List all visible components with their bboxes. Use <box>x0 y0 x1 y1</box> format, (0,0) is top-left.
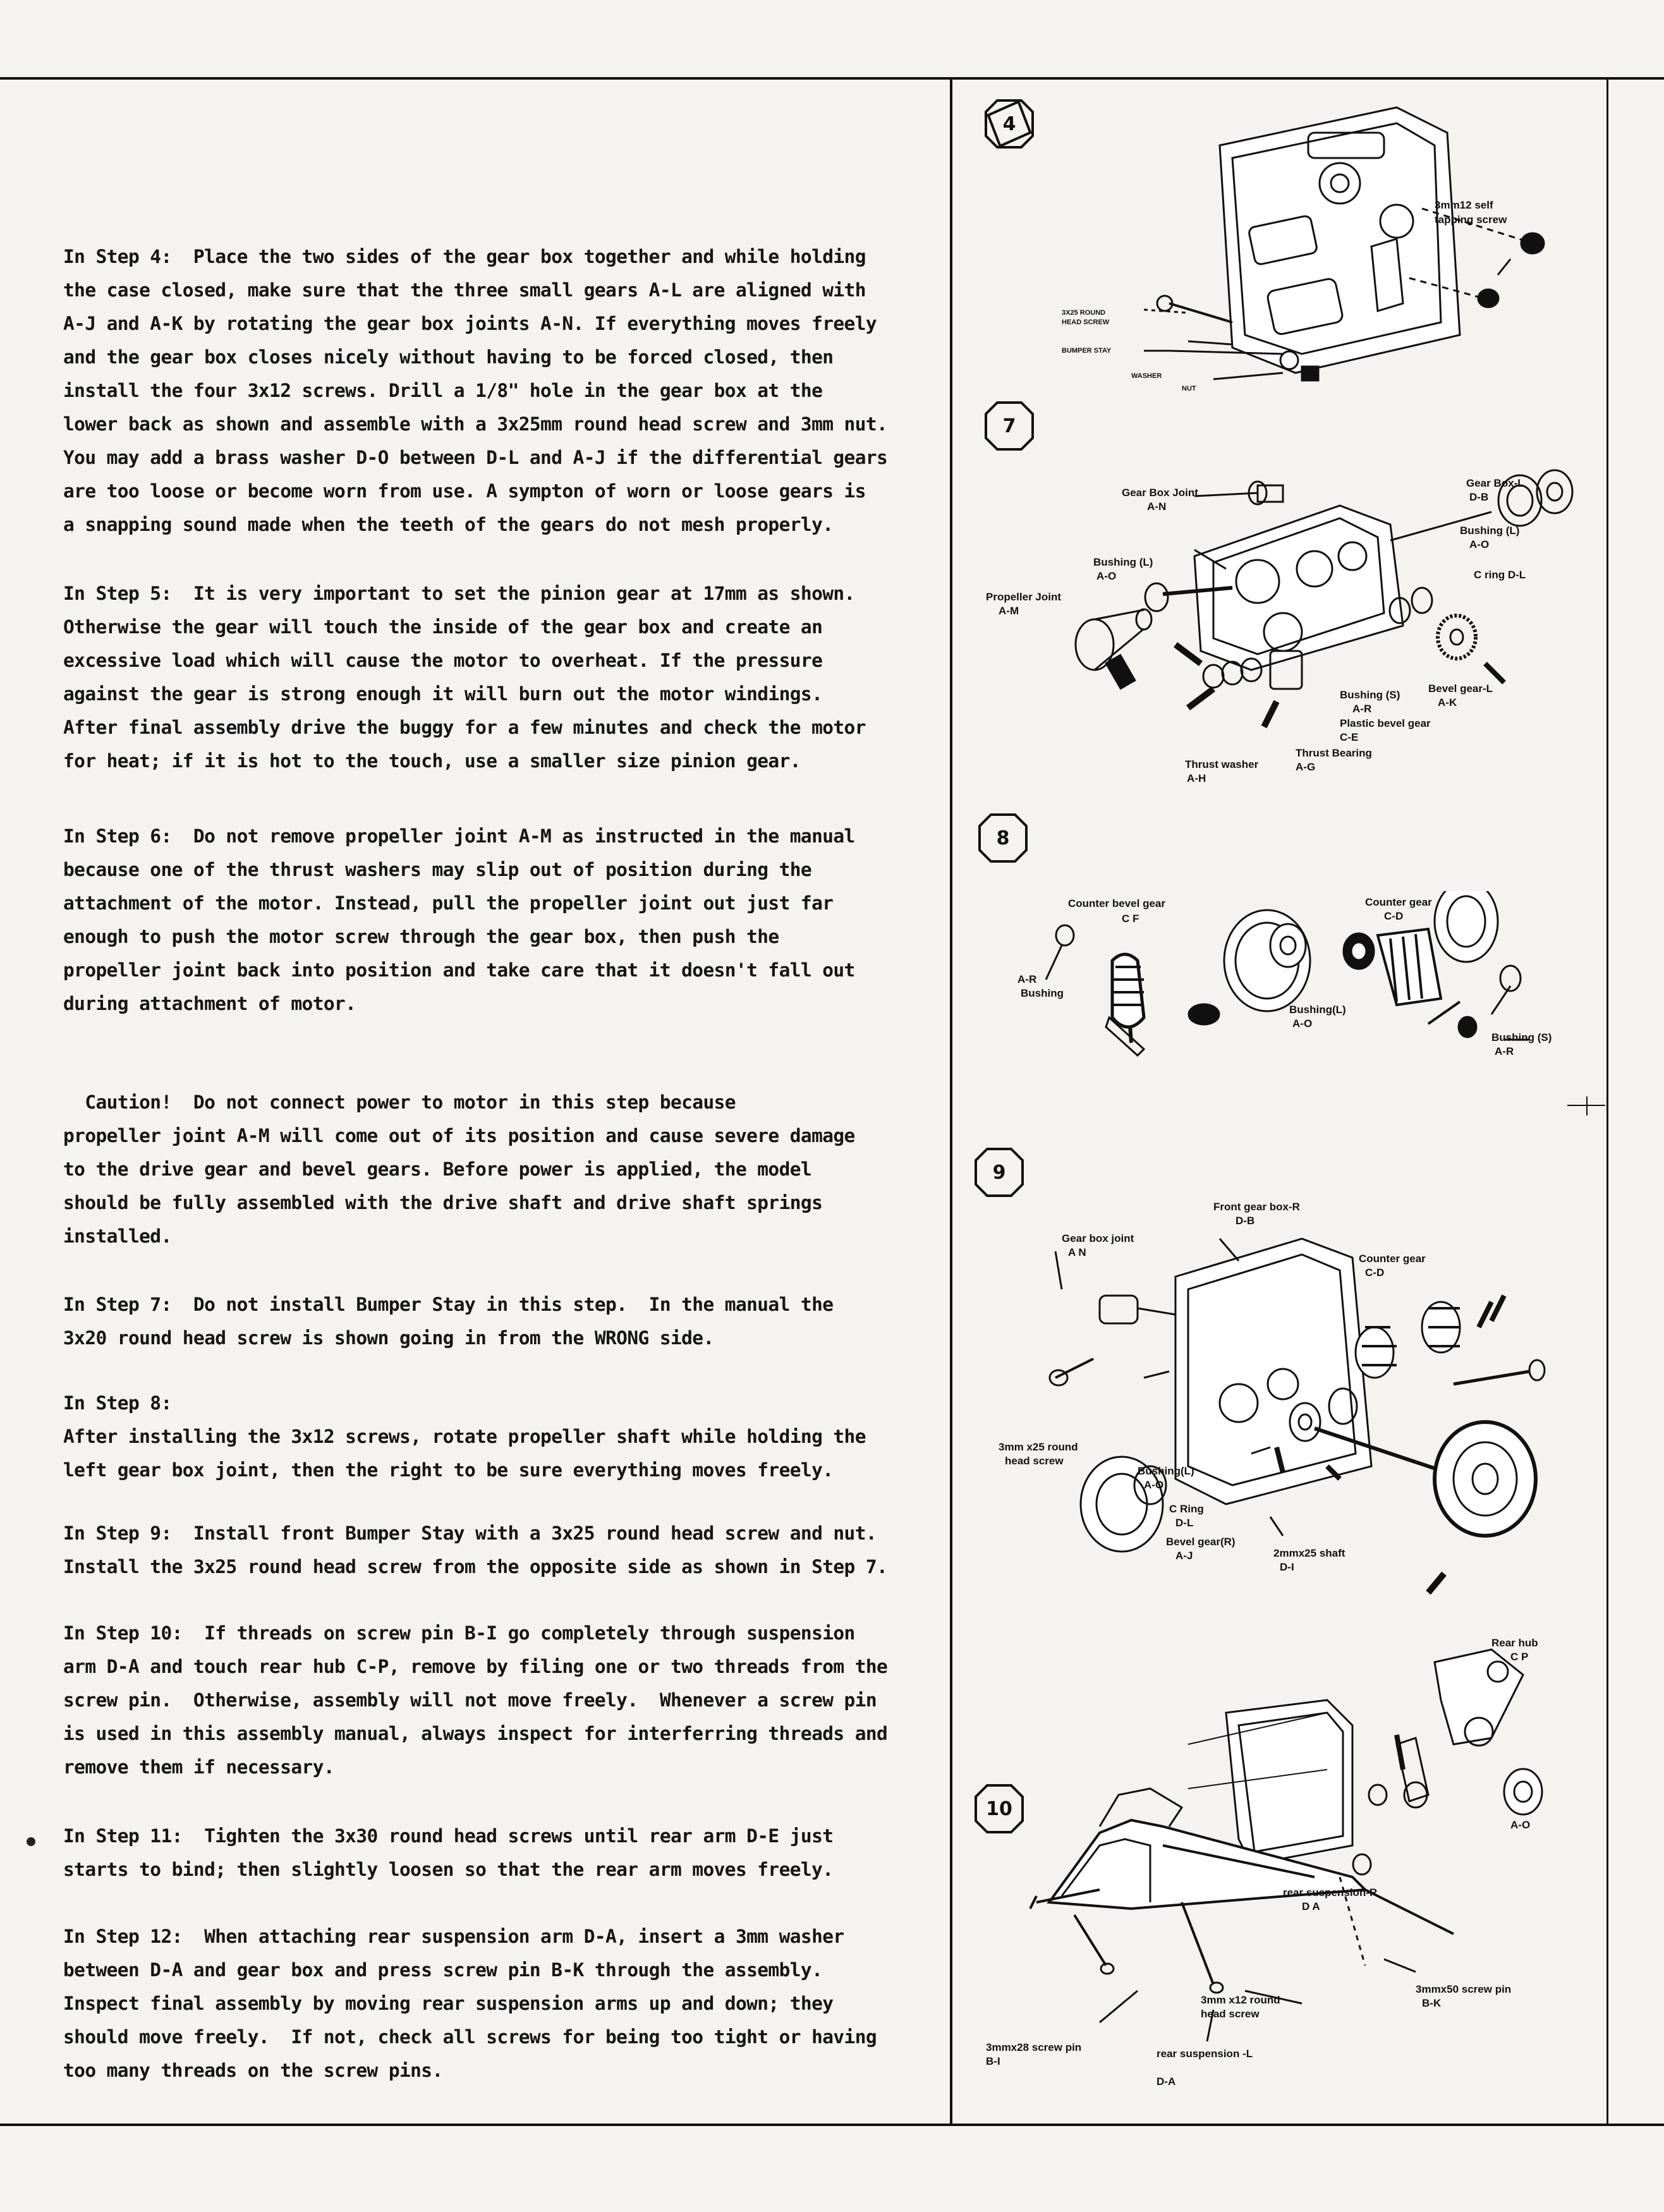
diagram-label: Gear Box Joint <box>1122 487 1198 499</box>
text-line: In Step 4: Place the two sides of the gear box together and while holding <box>63 246 866 267</box>
text-line: starts to bind; then slightly loosen so that the rear arm moves freely. <box>63 1859 834 1880</box>
diagram-label: A-O <box>1292 1018 1313 1030</box>
diagram-label: Bushing <box>1021 987 1064 999</box>
text-line: left gear box joint, then the right to be sure everything moves freely. <box>63 1459 834 1481</box>
diagram-label: 2mmx25 shaft <box>1273 1547 1345 1559</box>
text-line: In Step 12: When attaching rear suspension arm D-A, insert a 3mm washer <box>63 1926 844 1947</box>
diagram-label: A-O <box>1096 570 1117 582</box>
text-line: Caution! Do not connect power to motor in this step because <box>63 1091 736 1113</box>
diagram-label: C-D <box>1365 1267 1385 1279</box>
text-line: enough to push the motor screw through the gear box, then push the <box>63 926 779 947</box>
text-line: 3x20 round head screw is shown going in from the WRONG side. <box>63 1327 714 1349</box>
text-line: In Step 6: Do not remove propeller joint A-M as instructed in the manual <box>63 825 855 847</box>
diagram-label: Bushing (L) <box>1460 525 1520 537</box>
bottom-rule <box>0 2124 1664 2126</box>
diagram-label: WASHER <box>1131 372 1162 380</box>
diagram-step7-gearbox <box>986 455 1580 790</box>
diagram-label: C Ring <box>1169 1503 1204 1515</box>
step-badge-4: 4 <box>983 98 1035 150</box>
text-line: screw pin. Otherwise, assembly will not move freely. Whenever a screw pin <box>63 1689 877 1711</box>
diagram-label: A-R <box>1352 703 1372 715</box>
text-line: A-J and A-K by rotating the gear box joints A-N. If everything moves freely <box>63 313 877 334</box>
text-line: In Step 11: Tighten the 3x30 round head screws until rear arm D-E just <box>63 1825 834 1847</box>
paragraph-step7 <box>63 1288 948 1355</box>
diagram-label: A-M <box>999 605 1019 617</box>
diagram-label: Rear hub <box>1491 1637 1538 1649</box>
paragraph-step12 <box>63 1920 948 2087</box>
diagram-label: A-O <box>1144 1479 1164 1491</box>
margin-dot <box>27 1837 35 1846</box>
text-line: Inspect final assembly by moving rear suspension arms up and down; they <box>63 1993 834 2014</box>
diagram-label: head screw <box>1201 2008 1260 2020</box>
diagram-label: Gear box joint <box>1062 1232 1134 1244</box>
diagram-label: tapping screw <box>1435 214 1507 226</box>
diagram-label: A-J <box>1175 1550 1193 1562</box>
diagram-label: 3mm12 self <box>1435 199 1493 211</box>
diagram-label: A-R <box>1495 1045 1514 1057</box>
text-line: You may add a brass washer D-O between D-L and A-J if the differential gears <box>63 447 888 468</box>
diagram-label: C P <box>1510 1651 1529 1663</box>
diagram-label: D-B <box>1236 1215 1255 1227</box>
diagram-label: Bushing(L) <box>1289 1004 1346 1016</box>
diagram-label: Gear Box-L <box>1466 477 1524 489</box>
diagram-label: Propeller Joint <box>986 591 1062 603</box>
diagram-label: Thrust Bearing <box>1296 747 1372 759</box>
text-line: excessive load which will cause the motor to overheat. If the pressure <box>63 650 823 671</box>
diagram-label: HEAD SCREW <box>1062 319 1110 326</box>
text-line: Otherwise the gear will touch the inside of the gear box and create an <box>63 616 823 638</box>
text-line: After installing the 3x12 screws, rotate propeller shaft while holding the <box>63 1426 866 1447</box>
diagram-label: Plastic bevel gear <box>1340 717 1431 729</box>
paragraph-caution <box>63 1086 948 1253</box>
diagram-label: BUMPER STAY <box>1062 347 1112 355</box>
diagram-label: D-B <box>1469 491 1489 503</box>
text-line: are too loose or become worn from use. A sympton of worn or loose gears is <box>63 480 866 502</box>
text-line: for heat; if it is hot to the touch, use a smaller size pinion gear. <box>63 750 801 772</box>
step-badge-8: 8 <box>977 812 1029 864</box>
diagram-label: C-D <box>1384 910 1404 922</box>
diagram-label: A-N <box>1147 501 1167 513</box>
text-line: After final assembly drive the buggy for a few minutes and check the motor <box>63 717 866 738</box>
text-line: In Step 8: <box>63 1392 172 1414</box>
diagram-label: Counter gear <box>1365 896 1432 908</box>
diagram-label: 3X25 ROUND <box>1062 309 1106 317</box>
diagram-label: C-E <box>1340 731 1359 743</box>
diagram-label: Thrust washer <box>1185 758 1259 770</box>
text-line: and the gear box closes nicely without having to be forced closed, then <box>63 346 834 368</box>
text-line: the case closed, make sure that the three small gears A-L are aligned with <box>63 279 866 301</box>
diagram-label: rear suspension -L <box>1157 2048 1253 2060</box>
diagram-label: A-O <box>1510 1819 1531 1831</box>
text-line: propeller joint back into position and take care that it doesn't fall out <box>63 959 855 981</box>
paragraph-step9 <box>63 1517 948 1584</box>
diagram-label: Bevel gear(R) <box>1166 1536 1236 1548</box>
text-line: install the four 3x12 screws. Drill a 1/8" hole in the gear box at the <box>63 380 823 401</box>
column-divider <box>950 77 952 2125</box>
right-margin-line <box>1606 77 1608 2125</box>
text-line: should move freely. If not, check all screws for being too tight or having <box>63 2026 877 2048</box>
text-line: against the gear is strong enough it will burn out the motor windings. <box>63 683 823 705</box>
paragraph-step6 <box>63 820 948 1021</box>
step-badge-9: 9 <box>973 1146 1025 1198</box>
diagram-label: C ring D-L <box>1474 569 1526 581</box>
paragraph-step4 <box>63 240 948 542</box>
diagram-label: 3mmx50 screw pin <box>1416 1983 1512 1995</box>
diagram-label: Front gear box-R <box>1213 1201 1300 1213</box>
diagram-label: rear suspension-R <box>1283 1887 1378 1899</box>
diagram-step10-rear-suspension <box>973 1637 1580 2111</box>
diagram-label: A-G <box>1296 761 1316 773</box>
paragraph-step10 <box>63 1617 948 1784</box>
text-line: a snapping sound made when the teeth of the gears do not mesh properly. <box>63 514 834 535</box>
paragraph-step8 <box>63 1387 948 1487</box>
text-line: should be fully assembled with the drive shaft and drive shaft springs <box>63 1192 823 1213</box>
diagram-label: Bushing (S) <box>1340 689 1400 701</box>
text-line: lower back as shown and assemble with a 3x25mm round head screw and 3mm nut. <box>63 413 888 435</box>
text-line: because one of the thrust washers may slip out of position during the <box>63 859 812 880</box>
diagram-label: A-K <box>1438 696 1457 708</box>
diagram-step8-gears <box>986 891 1593 1106</box>
diagram-label: NUT <box>1182 385 1196 392</box>
text-line: attachment of the motor. Instead, pull the propeller joint out just far <box>63 892 834 914</box>
diagram-label: Bushing (L) <box>1093 556 1153 568</box>
diagram-label: head screw <box>1005 1455 1064 1467</box>
diagram-label: C F <box>1122 913 1139 925</box>
diagram-label: 3mmx28 screw pin <box>986 2041 1082 2053</box>
diagram-step9-gearbox <box>986 1201 1580 1643</box>
diagram-label: A N <box>1068 1246 1086 1258</box>
diagram-label: A-R <box>1017 973 1037 985</box>
diagram-label: 3mm x25 round <box>999 1441 1078 1453</box>
top-rule <box>0 77 1664 80</box>
diagram-label: Bushing(L) <box>1138 1465 1194 1477</box>
text-line: In Step 10: If threads on screw pin B-I go completely through suspension <box>63 1622 855 1644</box>
step-badge-7: 7 <box>983 400 1035 452</box>
diagram-label: A-O <box>1469 538 1490 550</box>
text-line: In Step 7: Do not install Bumper Stay in this step. In the manual the <box>63 1294 834 1315</box>
diagram-label: 3mm x12 round <box>1201 1994 1280 2006</box>
diagram-label: A-H <box>1187 772 1206 784</box>
text-line: between D-A and gear box and press screw pin B-K through the assembly. <box>63 1959 823 1981</box>
diagram-label: D A <box>1302 1900 1320 1912</box>
text-line: during attachment of motor. <box>63 993 356 1014</box>
diagram-label: D-L <box>1175 1517 1194 1529</box>
text-line: propeller joint A-M will come out of its position and cause severe damage <box>63 1125 855 1146</box>
paragraph-step5 <box>63 577 948 778</box>
text-line: installed. <box>63 1225 172 1247</box>
diagram-label: B-I <box>986 2055 1000 2067</box>
diagram-label: Counter gear <box>1359 1253 1426 1265</box>
text-line: too many threads on the screw pins. <box>63 2060 443 2081</box>
text-line: arm D-A and touch rear hub C-P, remove by filing one or two threads from the <box>63 1656 888 1677</box>
text-line: to the drive gear and bevel gears. Before power is applied, the model <box>63 1158 812 1180</box>
diagram-label: Bevel gear-L <box>1428 683 1493 695</box>
diagram-label: D-I <box>1280 1561 1294 1573</box>
diagram-label: Bushing (S) <box>1491 1031 1552 1043</box>
text-line: remove them if necessary. <box>63 1756 335 1778</box>
text-line: Install the 3x25 round head screw from the opposite side as shown in Step 7. <box>63 1556 888 1577</box>
diagram-label: Counter bevel gear <box>1068 897 1165 909</box>
diagram-label: D-A <box>1157 2075 1176 2087</box>
diagram-step4-gearbox <box>1043 95 1580 411</box>
text-line: is used in this assembly manual, always inspect for interferring threads and <box>63 1723 888 1744</box>
text-line: In Step 9: Install front Bumper Stay with a 3x25 round head screw and nut. <box>63 1522 877 1544</box>
text-line: In Step 5: It is very important to set the pinion gear at 17mm as shown. <box>63 583 855 604</box>
step-badge-10: 10 <box>973 1783 1025 1835</box>
paragraph-step11 <box>63 1820 948 1887</box>
diagram-label: B-K <box>1422 1997 1442 2009</box>
